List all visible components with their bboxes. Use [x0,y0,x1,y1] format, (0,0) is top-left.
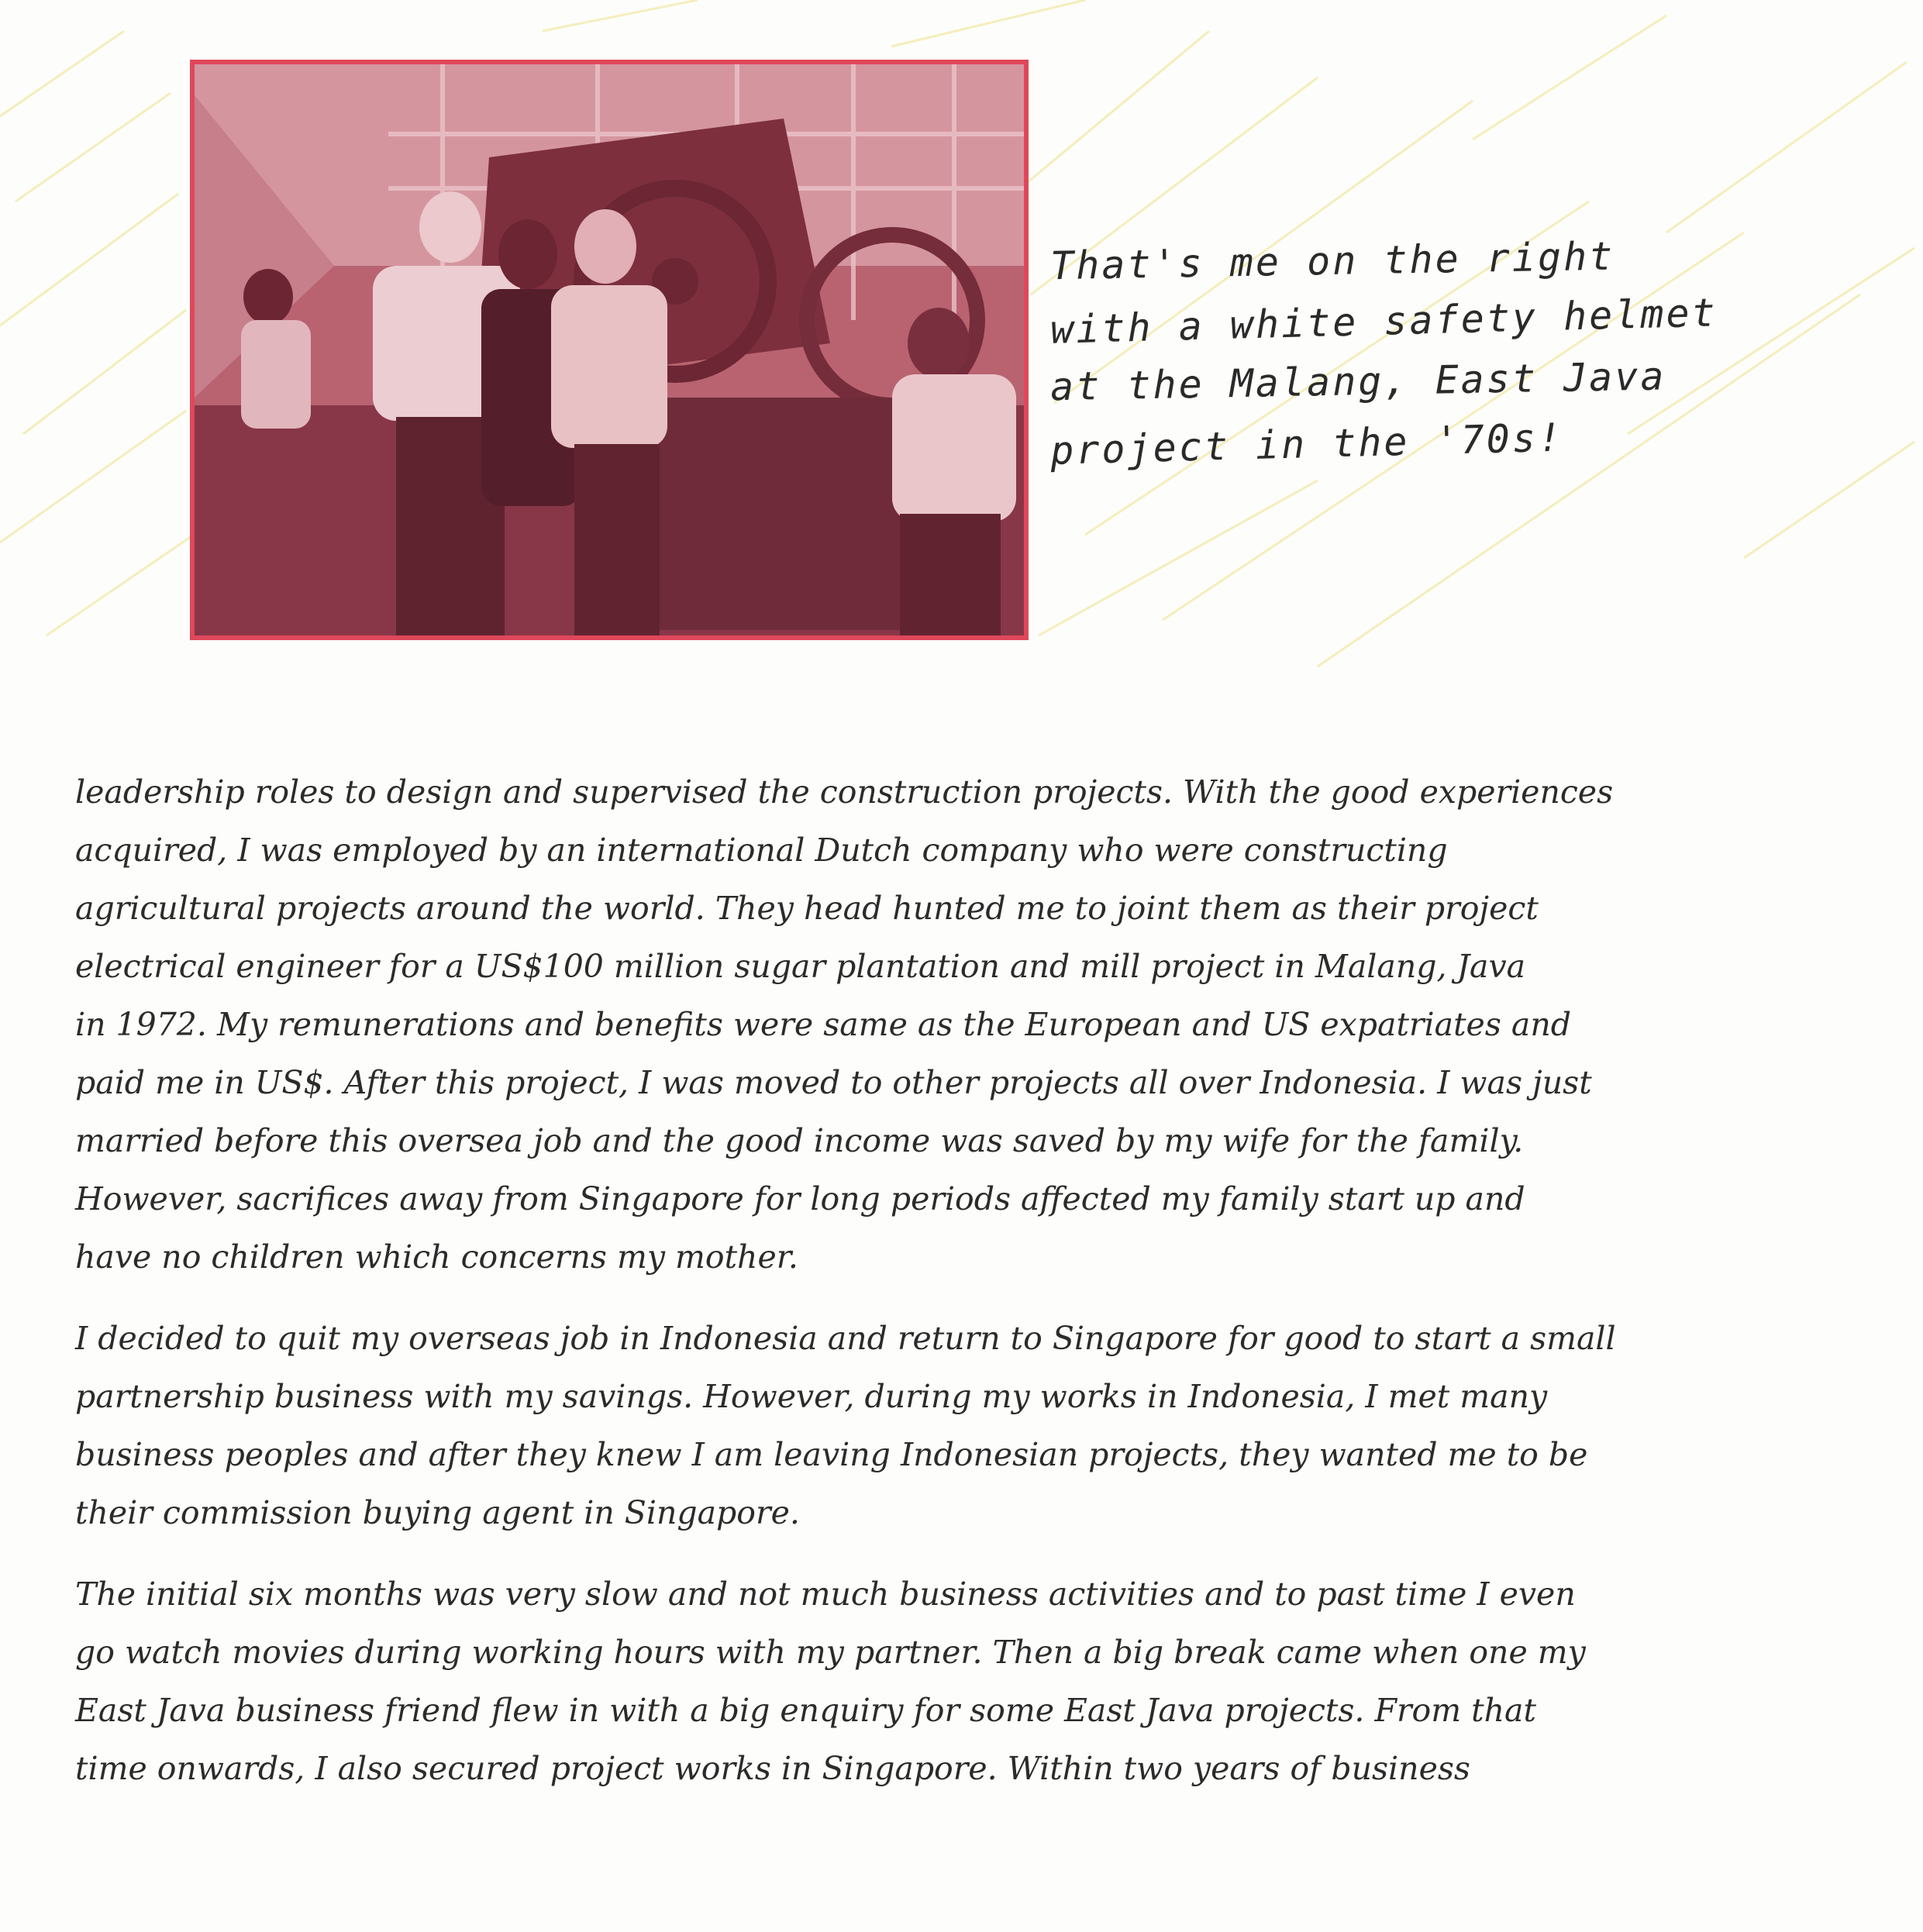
text-line: The initial six months was very slow and not much business activities and to past time I even [75,1576,1576,1613]
story-text [75,763,1850,1821]
text-line: married before this oversea job and the good income was saved by my wife for the family. [75,1122,1524,1159]
caption-line: project in the '70s! [1049,415,1564,474]
text-line: time onwards, I also secured project works in Singapore. Within two years of business [75,1750,1470,1787]
caption-line: at the Malang, East Java [1049,353,1666,410]
handwritten-caption [1049,229,1872,474]
text-line: agricultural projects around the world. They head hunted me to joint them as their project [75,890,1539,927]
text-line: I decided to quit my overseas job in Indonesia and return to Singapore for good to start a small [75,1320,1616,1357]
text-line: in 1972. My remunerations and benefits were same as the European and US expatriates and [75,1006,1571,1043]
text-line: business peoples and after they knew I am leaving Indonesian projects, they wanted me to be [75,1436,1588,1473]
paragraph-3 [75,1565,1850,1798]
text-line: their commission buying agent in Singapore. [75,1494,800,1531]
factory-workers-photo [195,64,1024,635]
caption-line: That's me on the right [1049,233,1615,289]
text-line: electrical engineer for a US$100 million sugar plantation and mill project in Malang, Java [75,948,1526,985]
text-line: East Java business friend flew in with a big enquiry for some East Java projects. From that [75,1692,1536,1729]
text-line: partnership business with my savings. However, during my works in Indonesia, I met many [75,1378,1548,1415]
old-photo [190,60,1029,640]
paragraph-2 [75,1310,1850,1542]
text-line: go watch movies during working hours with my partner. Then a big break came when one my [75,1634,1586,1671]
caption-line: with a white safety helmet [1049,290,1718,353]
text-line: However, sacrifices away from Singapore for long periods affected my family start up and [75,1180,1525,1217]
text-line: leadership roles to design and supervised the construction projects. With the good experiences [75,773,1614,811]
paragraph-1 [75,763,1850,1286]
text-line: have no children which concerns my mother. [75,1238,798,1276]
text-line: paid me in US$. After this project, I was moved to other projects all over Indonesia. I was just [75,1064,1592,1101]
text-line: acquired, I was employed by an international Dutch company who were constructing [75,832,1448,869]
